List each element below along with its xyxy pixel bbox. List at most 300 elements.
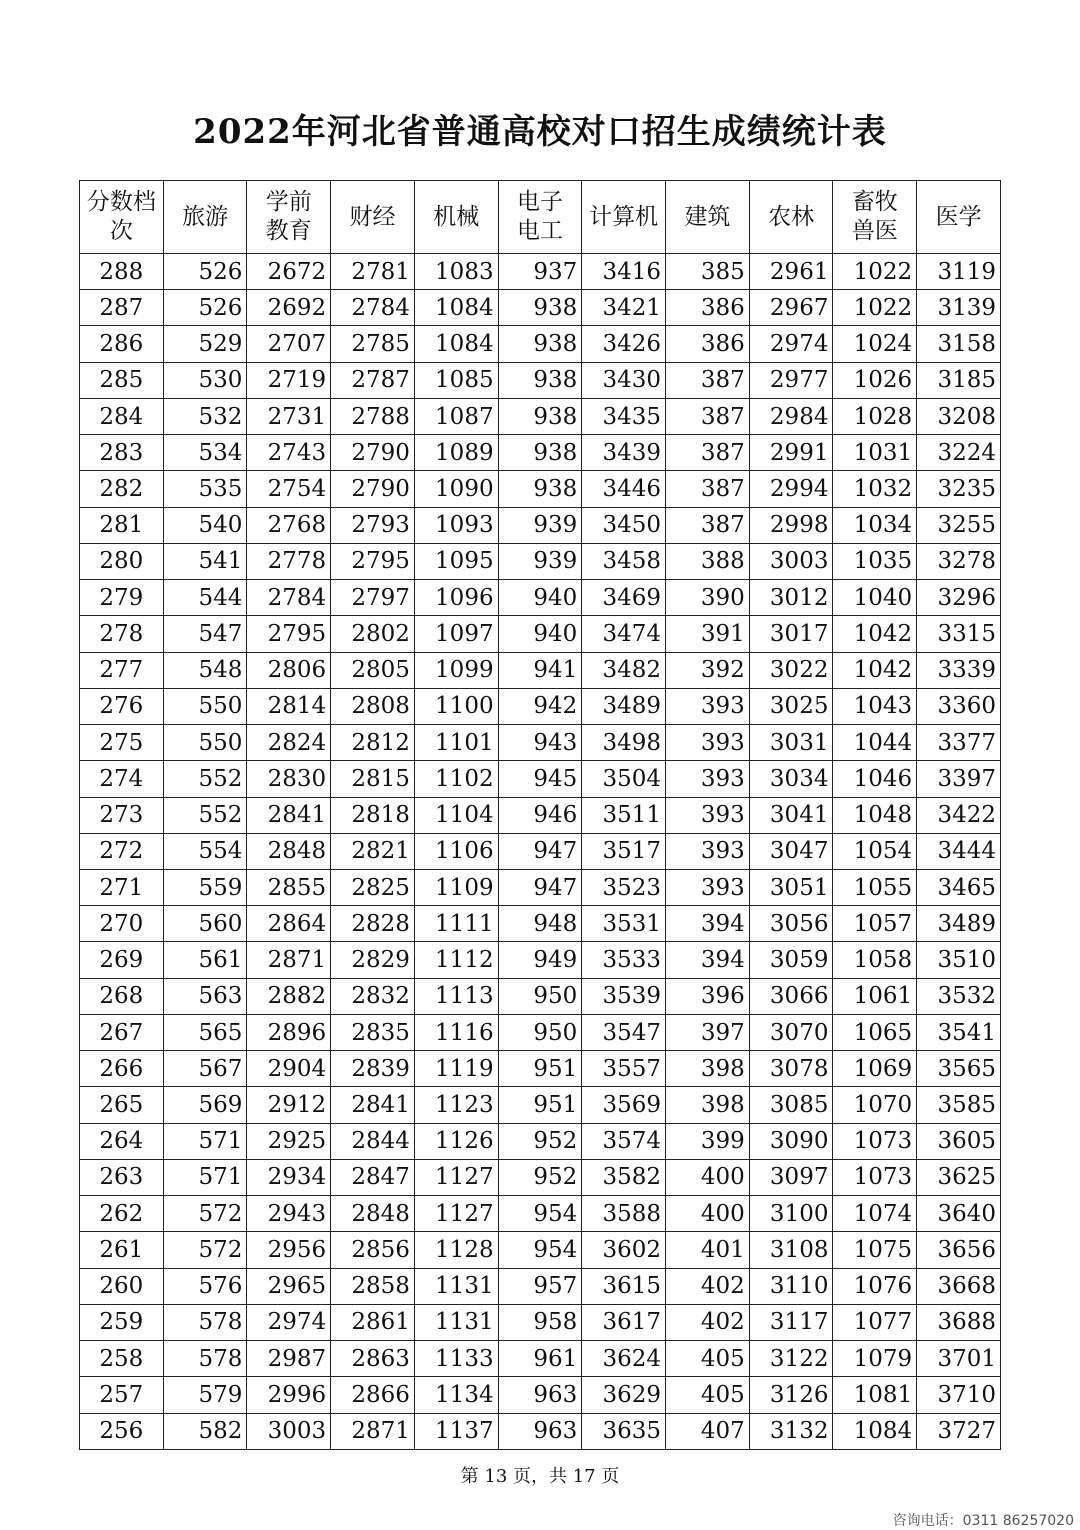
count-cell: 1102 [414,761,498,797]
count-cell: 385 [666,254,750,290]
count-cell: 2743 [247,435,331,471]
count-cell: 3656 [917,1232,1001,1268]
count-cell: 3635 [582,1413,666,1450]
count-cell: 3701 [917,1341,1001,1377]
count-cell: 3031 [749,725,833,761]
count-cell: 1100 [414,688,498,724]
count-cell: 1026 [833,362,917,398]
count-cell: 3547 [582,1014,666,1050]
count-cell: 390 [666,580,750,616]
score-cell: 260 [80,1268,164,1304]
column-header-line: 建筑 [684,203,731,230]
count-cell: 2998 [749,507,833,543]
count-cell: 1075 [833,1232,917,1268]
count-cell: 544 [163,580,247,616]
count-cell: 3450 [582,507,666,543]
count-cell: 942 [498,688,582,724]
count-cell: 532 [163,398,247,434]
count-cell: 2934 [247,1159,331,1195]
score-cell: 287 [80,290,164,326]
count-cell: 394 [666,942,750,978]
count-cell: 554 [163,833,247,869]
count-cell: 1077 [833,1304,917,1340]
count-cell: 2904 [247,1051,331,1087]
table-row [80,906,1001,942]
table-row [80,1232,1001,1268]
count-cell: 2805 [331,652,415,688]
column-header-line: 电子 [516,189,563,215]
score-cell: 266 [80,1051,164,1087]
count-cell: 1046 [833,761,917,797]
count-cell: 394 [666,906,750,942]
table-row [80,1304,1001,1340]
count-cell: 407 [666,1413,750,1450]
count-cell: 938 [498,362,582,398]
count-cell: 3435 [582,398,666,434]
column-header-line: 旅游 [182,203,229,230]
count-cell: 938 [498,435,582,471]
count-cell: 3296 [917,580,1001,616]
count-cell: 1119 [414,1051,498,1087]
score-cell: 275 [80,725,164,761]
count-cell: 3489 [582,688,666,724]
count-cell: 3426 [582,326,666,362]
count-cell: 939 [498,507,582,543]
count-cell: 405 [666,1377,750,1413]
count-cell: 2814 [247,688,331,724]
column-header [247,181,331,254]
column-header [582,181,666,254]
count-cell: 3474 [582,616,666,652]
count-cell: 567 [163,1051,247,1087]
table-row [80,1159,1001,1195]
count-cell: 400 [666,1196,750,1232]
count-cell: 1083 [414,254,498,290]
count-cell: 3224 [917,435,1001,471]
count-cell: 2825 [331,869,415,905]
column-header [833,181,917,254]
count-cell: 941 [498,652,582,688]
count-cell: 387 [666,362,750,398]
count-cell: 1028 [833,398,917,434]
count-cell: 3017 [749,616,833,652]
count-cell: 2778 [247,543,331,579]
count-cell: 2754 [247,471,331,507]
count-cell: 534 [163,435,247,471]
count-cell: 2719 [247,362,331,398]
count-cell: 572 [163,1232,247,1268]
table-row [80,1014,1001,1050]
count-cell: 1128 [414,1232,498,1268]
count-cell: 405 [666,1341,750,1377]
count-cell: 2856 [331,1232,415,1268]
count-cell: 2974 [247,1304,331,1340]
count-cell: 402 [666,1268,750,1304]
count-cell: 1040 [833,580,917,616]
count-cell: 2996 [247,1377,331,1413]
count-cell: 572 [163,1196,247,1232]
count-cell: 386 [666,326,750,362]
score-cell: 268 [80,978,164,1014]
score-cell: 282 [80,471,164,507]
count-cell: 3132 [749,1413,833,1450]
count-cell: 1084 [833,1413,917,1450]
count-cell: 526 [163,290,247,326]
count-cell: 946 [498,797,582,833]
count-cell: 3025 [749,688,833,724]
column-header-line: 机械 [433,203,480,230]
count-cell: 2793 [331,507,415,543]
count-cell: 2882 [247,978,331,1014]
count-cell: 571 [163,1123,247,1159]
count-cell: 951 [498,1087,582,1123]
score-cell: 277 [80,652,164,688]
count-cell: 401 [666,1232,750,1268]
count-cell: 1034 [833,507,917,543]
count-cell: 3710 [917,1377,1001,1413]
count-cell: 3339 [917,652,1001,688]
count-cell: 3235 [917,471,1001,507]
column-header [80,181,164,254]
count-cell: 402 [666,1304,750,1340]
count-cell: 576 [163,1268,247,1304]
count-cell: 963 [498,1413,582,1450]
score-cell: 256 [80,1413,164,1450]
count-cell: 529 [163,326,247,362]
column-header-line: 畜牧 [851,189,898,215]
count-cell: 1081 [833,1377,917,1413]
count-cell: 3012 [749,580,833,616]
score-cell: 264 [80,1123,164,1159]
count-cell: 2824 [247,725,331,761]
count-cell: 2692 [247,290,331,326]
count-cell: 2861 [331,1304,415,1340]
count-cell: 2672 [247,254,331,290]
count-cell: 1042 [833,652,917,688]
column-header-line: 分数档次 [86,189,156,244]
table-row [80,398,1001,434]
count-cell: 951 [498,1051,582,1087]
table-row [80,688,1001,724]
count-cell: 3688 [917,1304,1001,1340]
score-cell: 265 [80,1087,164,1123]
count-cell: 1032 [833,471,917,507]
count-cell: 530 [163,362,247,398]
count-cell: 1096 [414,580,498,616]
count-cell: 2863 [331,1341,415,1377]
count-cell: 2841 [331,1087,415,1123]
count-cell: 1057 [833,906,917,942]
count-cell: 3541 [917,1014,1001,1050]
count-cell: 2866 [331,1377,415,1413]
score-cell: 276 [80,688,164,724]
count-cell: 1022 [833,290,917,326]
count-cell: 3139 [917,290,1001,326]
table-row [80,725,1001,761]
count-cell: 3565 [917,1051,1001,1087]
count-cell: 393 [666,725,750,761]
page-footer [0,1462,1080,1488]
count-cell: 2835 [331,1014,415,1050]
count-cell: 3588 [582,1196,666,1232]
column-header [498,181,582,254]
count-cell: 393 [666,833,750,869]
count-cell: 2855 [247,869,331,905]
count-cell: 1112 [414,942,498,978]
count-cell: 2790 [331,471,415,507]
score-cell: 271 [80,869,164,905]
count-cell: 1044 [833,725,917,761]
count-cell: 397 [666,1014,750,1050]
table-header-row [80,181,1001,254]
count-cell: 3569 [582,1087,666,1123]
count-cell: 2965 [247,1268,331,1304]
count-cell: 940 [498,580,582,616]
count-cell: 2781 [331,254,415,290]
count-cell: 3533 [582,942,666,978]
table-row [80,1413,1001,1450]
count-cell: 3126 [749,1377,833,1413]
count-cell: 552 [163,797,247,833]
count-cell: 398 [666,1051,750,1087]
count-cell: 2784 [331,290,415,326]
column-header [331,181,415,254]
count-cell: 2864 [247,906,331,942]
count-cell: 550 [163,688,247,724]
count-cell: 560 [163,906,247,942]
count-cell: 3421 [582,290,666,326]
table-row [80,1377,1001,1413]
count-cell: 3051 [749,869,833,905]
count-cell: 1022 [833,254,917,290]
count-cell: 1101 [414,725,498,761]
count-cell: 571 [163,1159,247,1195]
count-cell: 1123 [414,1087,498,1123]
count-cell: 1055 [833,869,917,905]
count-cell: 3110 [749,1268,833,1304]
table-row [80,1087,1001,1123]
count-cell: 3090 [749,1123,833,1159]
count-cell: 3615 [582,1268,666,1304]
count-cell: 954 [498,1196,582,1232]
score-cell: 286 [80,326,164,362]
score-cell: 288 [80,254,164,290]
count-cell: 3422 [917,797,1001,833]
count-cell: 2844 [331,1123,415,1159]
count-cell: 2812 [331,725,415,761]
count-cell: 3458 [582,543,666,579]
score-cell: 278 [80,616,164,652]
count-cell: 2795 [247,616,331,652]
count-cell: 3446 [582,471,666,507]
count-cell: 2912 [247,1087,331,1123]
count-cell: 3469 [582,580,666,616]
count-cell: 2797 [331,580,415,616]
count-cell: 937 [498,254,582,290]
count-cell: 3585 [917,1087,1001,1123]
count-cell: 1043 [833,688,917,724]
count-cell: 3439 [582,435,666,471]
table-row [80,616,1001,652]
count-cell: 1074 [833,1196,917,1232]
table-row [80,543,1001,579]
count-cell: 3117 [749,1304,833,1340]
count-cell: 3668 [917,1268,1001,1304]
count-cell: 2977 [749,362,833,398]
score-cell: 267 [80,1014,164,1050]
count-cell: 1048 [833,797,917,833]
count-cell: 2847 [331,1159,415,1195]
score-cell: 283 [80,435,164,471]
count-cell: 947 [498,869,582,905]
score-cell: 270 [80,906,164,942]
count-cell: 3122 [749,1341,833,1377]
count-cell: 3517 [582,833,666,869]
count-cell: 2839 [331,1051,415,1087]
count-cell: 957 [498,1268,582,1304]
count-cell: 3465 [917,869,1001,905]
count-cell: 3727 [917,1413,1001,1450]
count-cell: 958 [498,1304,582,1340]
column-header-line: 学前 [265,189,312,215]
table-row [80,652,1001,688]
score-cell: 274 [80,761,164,797]
count-cell: 938 [498,290,582,326]
column-header [414,181,498,254]
count-cell: 1131 [414,1304,498,1340]
count-cell: 1024 [833,326,917,362]
count-cell: 387 [666,435,750,471]
table-row [80,1051,1001,1087]
count-cell: 947 [498,833,582,869]
count-cell: 578 [163,1341,247,1377]
count-cell: 3078 [749,1051,833,1087]
count-cell: 2784 [247,580,331,616]
count-cell: 950 [498,1014,582,1050]
table-row [80,833,1001,869]
contact-phone: 咨询电话：0311 86257020 [892,1513,1074,1529]
count-cell: 3185 [917,362,1001,398]
score-table [79,180,1001,1450]
count-cell: 938 [498,326,582,362]
count-cell: 398 [666,1087,750,1123]
table-row [80,507,1001,543]
count-cell: 2829 [331,942,415,978]
count-cell: 3066 [749,978,833,1014]
table-row [80,1196,1001,1232]
count-cell: 1061 [833,978,917,1014]
score-cell: 263 [80,1159,164,1195]
count-cell: 3070 [749,1014,833,1050]
count-cell: 2787 [331,362,415,398]
count-cell: 2871 [247,942,331,978]
count-cell: 2731 [247,398,331,434]
count-cell: 1104 [414,797,498,833]
count-cell: 943 [498,725,582,761]
count-cell: 393 [666,797,750,833]
table-row [80,869,1001,905]
score-cell: 259 [80,1304,164,1340]
count-cell: 3510 [917,942,1001,978]
score-cell: 269 [80,942,164,978]
count-cell: 939 [498,543,582,579]
count-cell: 3278 [917,543,1001,579]
count-cell: 1090 [414,471,498,507]
count-cell: 2925 [247,1123,331,1159]
count-cell: 3629 [582,1377,666,1413]
table-row [80,326,1001,362]
count-cell: 2830 [247,761,331,797]
count-cell: 3315 [917,616,1001,652]
score-cell: 258 [80,1341,164,1377]
count-cell: 579 [163,1377,247,1413]
count-cell: 3531 [582,906,666,942]
count-cell: 3532 [917,978,1001,1014]
count-cell: 3482 [582,652,666,688]
count-cell: 2788 [331,398,415,434]
count-cell: 1127 [414,1159,498,1195]
count-cell: 1054 [833,833,917,869]
count-cell: 547 [163,616,247,652]
count-cell: 548 [163,652,247,688]
count-cell: 1076 [833,1268,917,1304]
count-cell: 563 [163,978,247,1014]
count-cell: 949 [498,942,582,978]
count-cell: 3208 [917,398,1001,434]
count-cell: 952 [498,1123,582,1159]
count-cell: 388 [666,543,750,579]
count-cell: 535 [163,471,247,507]
count-cell: 945 [498,761,582,797]
count-cell: 1126 [414,1123,498,1159]
count-cell: 954 [498,1232,582,1268]
count-cell: 2943 [247,1196,331,1232]
count-cell: 1097 [414,616,498,652]
count-cell: 2841 [247,797,331,833]
count-cell: 1095 [414,543,498,579]
count-cell: 569 [163,1087,247,1123]
table-row [80,471,1001,507]
count-cell: 1111 [414,906,498,942]
column-header-line: 电工 [516,218,563,244]
table-row [80,1341,1001,1377]
count-cell: 393 [666,688,750,724]
count-cell: 3430 [582,362,666,398]
count-cell: 1084 [414,326,498,362]
count-cell: 1085 [414,362,498,398]
count-cell: 387 [666,398,750,434]
count-cell: 3003 [247,1413,331,1450]
count-cell: 961 [498,1341,582,1377]
table-body [80,254,1001,1450]
column-header-line: 财经 [349,203,396,230]
count-cell: 3640 [917,1196,1001,1232]
count-cell: 1031 [833,435,917,471]
table-row [80,978,1001,1014]
count-cell: 3119 [917,254,1001,290]
count-cell: 392 [666,652,750,688]
table-row [80,1268,1001,1304]
count-cell: 565 [163,1014,247,1050]
count-cell: 1058 [833,942,917,978]
count-cell: 2848 [331,1196,415,1232]
count-cell: 1073 [833,1123,917,1159]
count-cell: 3498 [582,725,666,761]
count-cell: 3582 [582,1159,666,1195]
count-cell: 3085 [749,1087,833,1123]
count-cell: 3504 [582,761,666,797]
count-cell: 2858 [331,1268,415,1304]
